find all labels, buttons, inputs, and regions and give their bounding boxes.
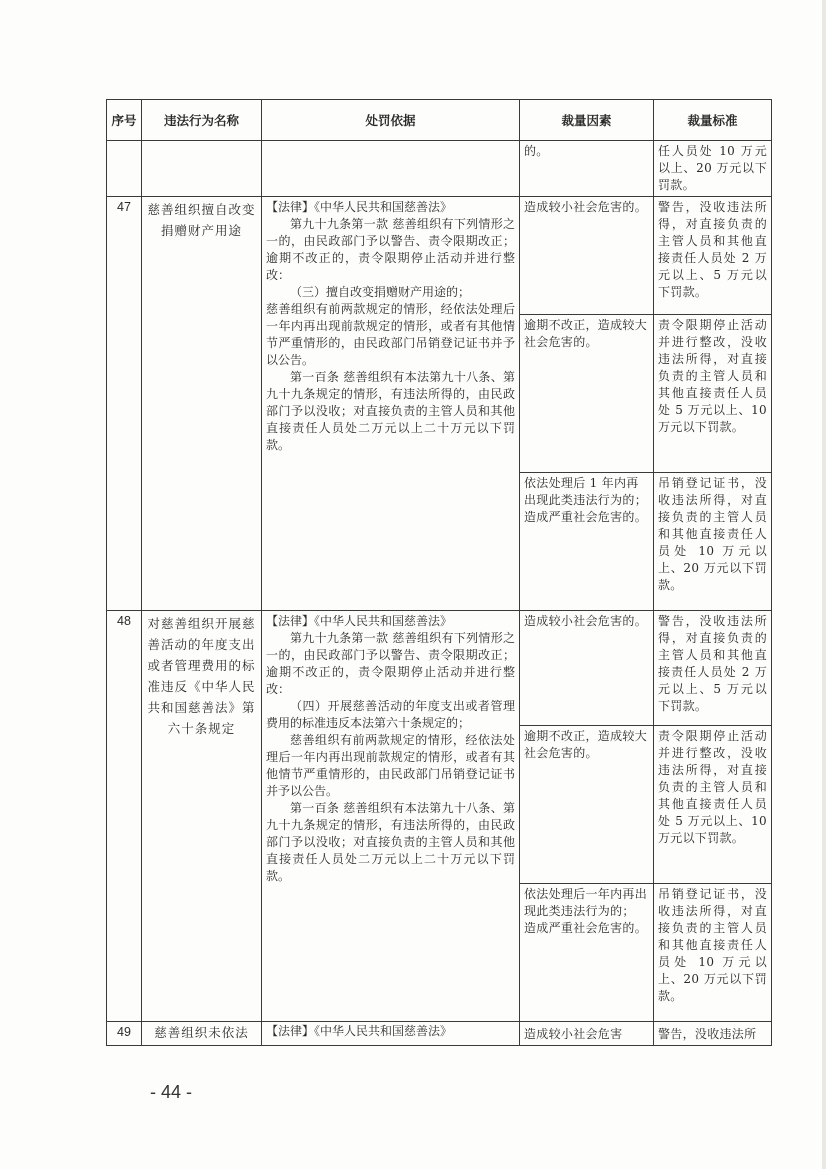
cell-standard-47-3: 吊销登记证书，没收违法所得，对直接负责的主管人员和其他直接责任人员处 10 万元以上、20 万元以下罚款。: [654, 473, 772, 611]
factor-48-3a: 依法处理后一年内再出现此类违法行为的；: [524, 887, 648, 918]
cell-name-49: 慈善组织未依法: [142, 1022, 262, 1046]
cell-name-48: 对慈善组织开展慈善活动的年度支出或者管理费用的标准违反《中华人民共和国慈善法》第六十条规定: [142, 611, 262, 1022]
basis-47-line-4: 慈善组织有前两款规定的情形，经依法处理后一年内再出现前款规定的情形，或者有其他情节严重情形的，由民政部门吊销登记证书并予以公告。: [266, 302, 515, 367]
cell-factor-47-3: [520, 473, 654, 611]
basis-48-line-4: 慈善组织有前两款规定的情形，经依法处理后一年内再出现前款规定的情形，或者有其他情节严重情形的，由民政部门吊销登记证书并予以公告。: [266, 733, 515, 798]
table-header-row: [107, 100, 772, 141]
cell-name-47: 慈善组织擅自改变捐赠财产用途: [142, 197, 262, 611]
cell-seq: [107, 141, 142, 197]
cell-seq-49: 49: [107, 1022, 142, 1046]
page-number: - 44 -: [150, 1082, 193, 1102]
basis-47-line-3: （三）擅自改变捐赠财产用途的；: [290, 285, 471, 299]
basis-48-line-2: 第九十九条第一款 慈善组织有下列情形之一的，由民政部门予以警告、责令限期改正；逾期不改正的，责令限期停止活动并进行整改：: [266, 631, 515, 696]
cell-standard-49: 警告，没收违法所: [654, 1022, 772, 1046]
basis-48-line-5: 第一百条 慈善组织有本法第九十八条、第九十九条规定的情形，有违法所得的，由民政部门予以没收；对直接负责的主管人员和其他直接责任人员处二万元以上二十万元以下罚款。: [266, 801, 515, 883]
table-row-49: [107, 1022, 772, 1046]
cell-standard-47-1: 警告，没收违法所得，对直接负责的主管人员和其他直接责任人员处 2 万元以上、5 万元以下罚款。: [654, 197, 772, 315]
cell-factor-49: 造成较小社会危害: [520, 1022, 654, 1046]
basis-48-line-1: 【法律】《中华人民共和国慈善法》: [266, 614, 453, 628]
cell-seq-47: 47: [107, 197, 142, 611]
cell-basis-48: [262, 611, 520, 1022]
penalty-table: [106, 99, 772, 1046]
header-discretion-standard: 裁量标准: [654, 100, 772, 141]
cell-basis: [262, 141, 520, 197]
basis-47-line-5: 第一百条 慈善组织有本法第九十八条、第九十九条规定的情形，有违法所得的，由民政部门予以没收；对直接负责的主管人员和其他直接责任人员处二万元以上二十万元以下罚款。: [266, 370, 515, 452]
header-discretion-factor: 裁量因素: [520, 100, 654, 141]
factor-47-3a: 依法处理后 1 年内再出现此类违法行为的；: [524, 476, 648, 507]
cell-name: [142, 141, 262, 197]
cell-factor-47-2: 逾期不改正，造成较大社会危害的。: [520, 315, 654, 473]
table-row-continued: [107, 141, 772, 197]
cell-seq-48: 48: [107, 611, 142, 1022]
header-violation-name: 违法行为名称: [142, 100, 262, 141]
table-row-48: [107, 611, 772, 726]
cell-standard-48-3: 吊销登记证书，没收违法所得，对直接负责的主管人员和其他直接责任人员处 10 万元以上、20 万元以下罚款。: [654, 884, 772, 1022]
cell-standard: 任人员处 10 万元以上、20 万元以下罚款。: [654, 141, 772, 197]
cell-standard-48-1: 警告，没收违法所得，对直接负责的主管人员和其他直接责任人员处 2 万元以上、5 万元以下罚款。: [654, 611, 772, 726]
cell-factor: 的。: [520, 141, 654, 197]
binding-edge: [822, 0, 826, 1169]
factor-47-3b: 造成严重社会危害的。: [524, 510, 648, 524]
cell-factor-48-3: [520, 884, 654, 1022]
cell-factor-47-1: 造成较小社会危害的。: [520, 197, 654, 315]
header-seq: 序号: [107, 100, 142, 141]
basis-47-line-1: 【法律】《中华人民共和国慈善法》: [266, 200, 453, 214]
cell-standard-48-2: 责令限期停止活动并进行整改，没收违法所得，对直接负责的主管人员和其他直接责任人员处 5 万元以上、10 万元以下罚款。: [654, 726, 772, 884]
table-row-47: [107, 197, 772, 315]
cell-basis-49: 【法律】《中华人民共和国慈善法》: [262, 1022, 520, 1046]
cell-factor-48-1: 造成较小社会危害的。: [520, 611, 654, 726]
cell-factor-48-2: 逾期不改正，造成较大社会危害的。: [520, 726, 654, 884]
header-penalty-basis: 处罚依据: [262, 100, 520, 141]
basis-47-line-2: 第九十九条第一款 慈善组织有下列情形之一的，由民政部门予以警告、责令限期改正；逾期不改正的，责令限期停止活动并进行整改：: [266, 217, 515, 282]
basis-48-line-3: （四）开展慈善活动的年度支出或者管理费用的标准违反本法第六十条规定的；: [266, 699, 515, 730]
cell-standard-47-2: 责令限期停止活动并进行整改，没收违法所得，对直接负责的主管人员和其他直接责任人员处 5 万元以上、10 万元以下罚款。: [654, 315, 772, 473]
factor-48-3b: 造成严重社会危害的。: [524, 921, 648, 935]
cell-basis-47: [262, 197, 520, 611]
